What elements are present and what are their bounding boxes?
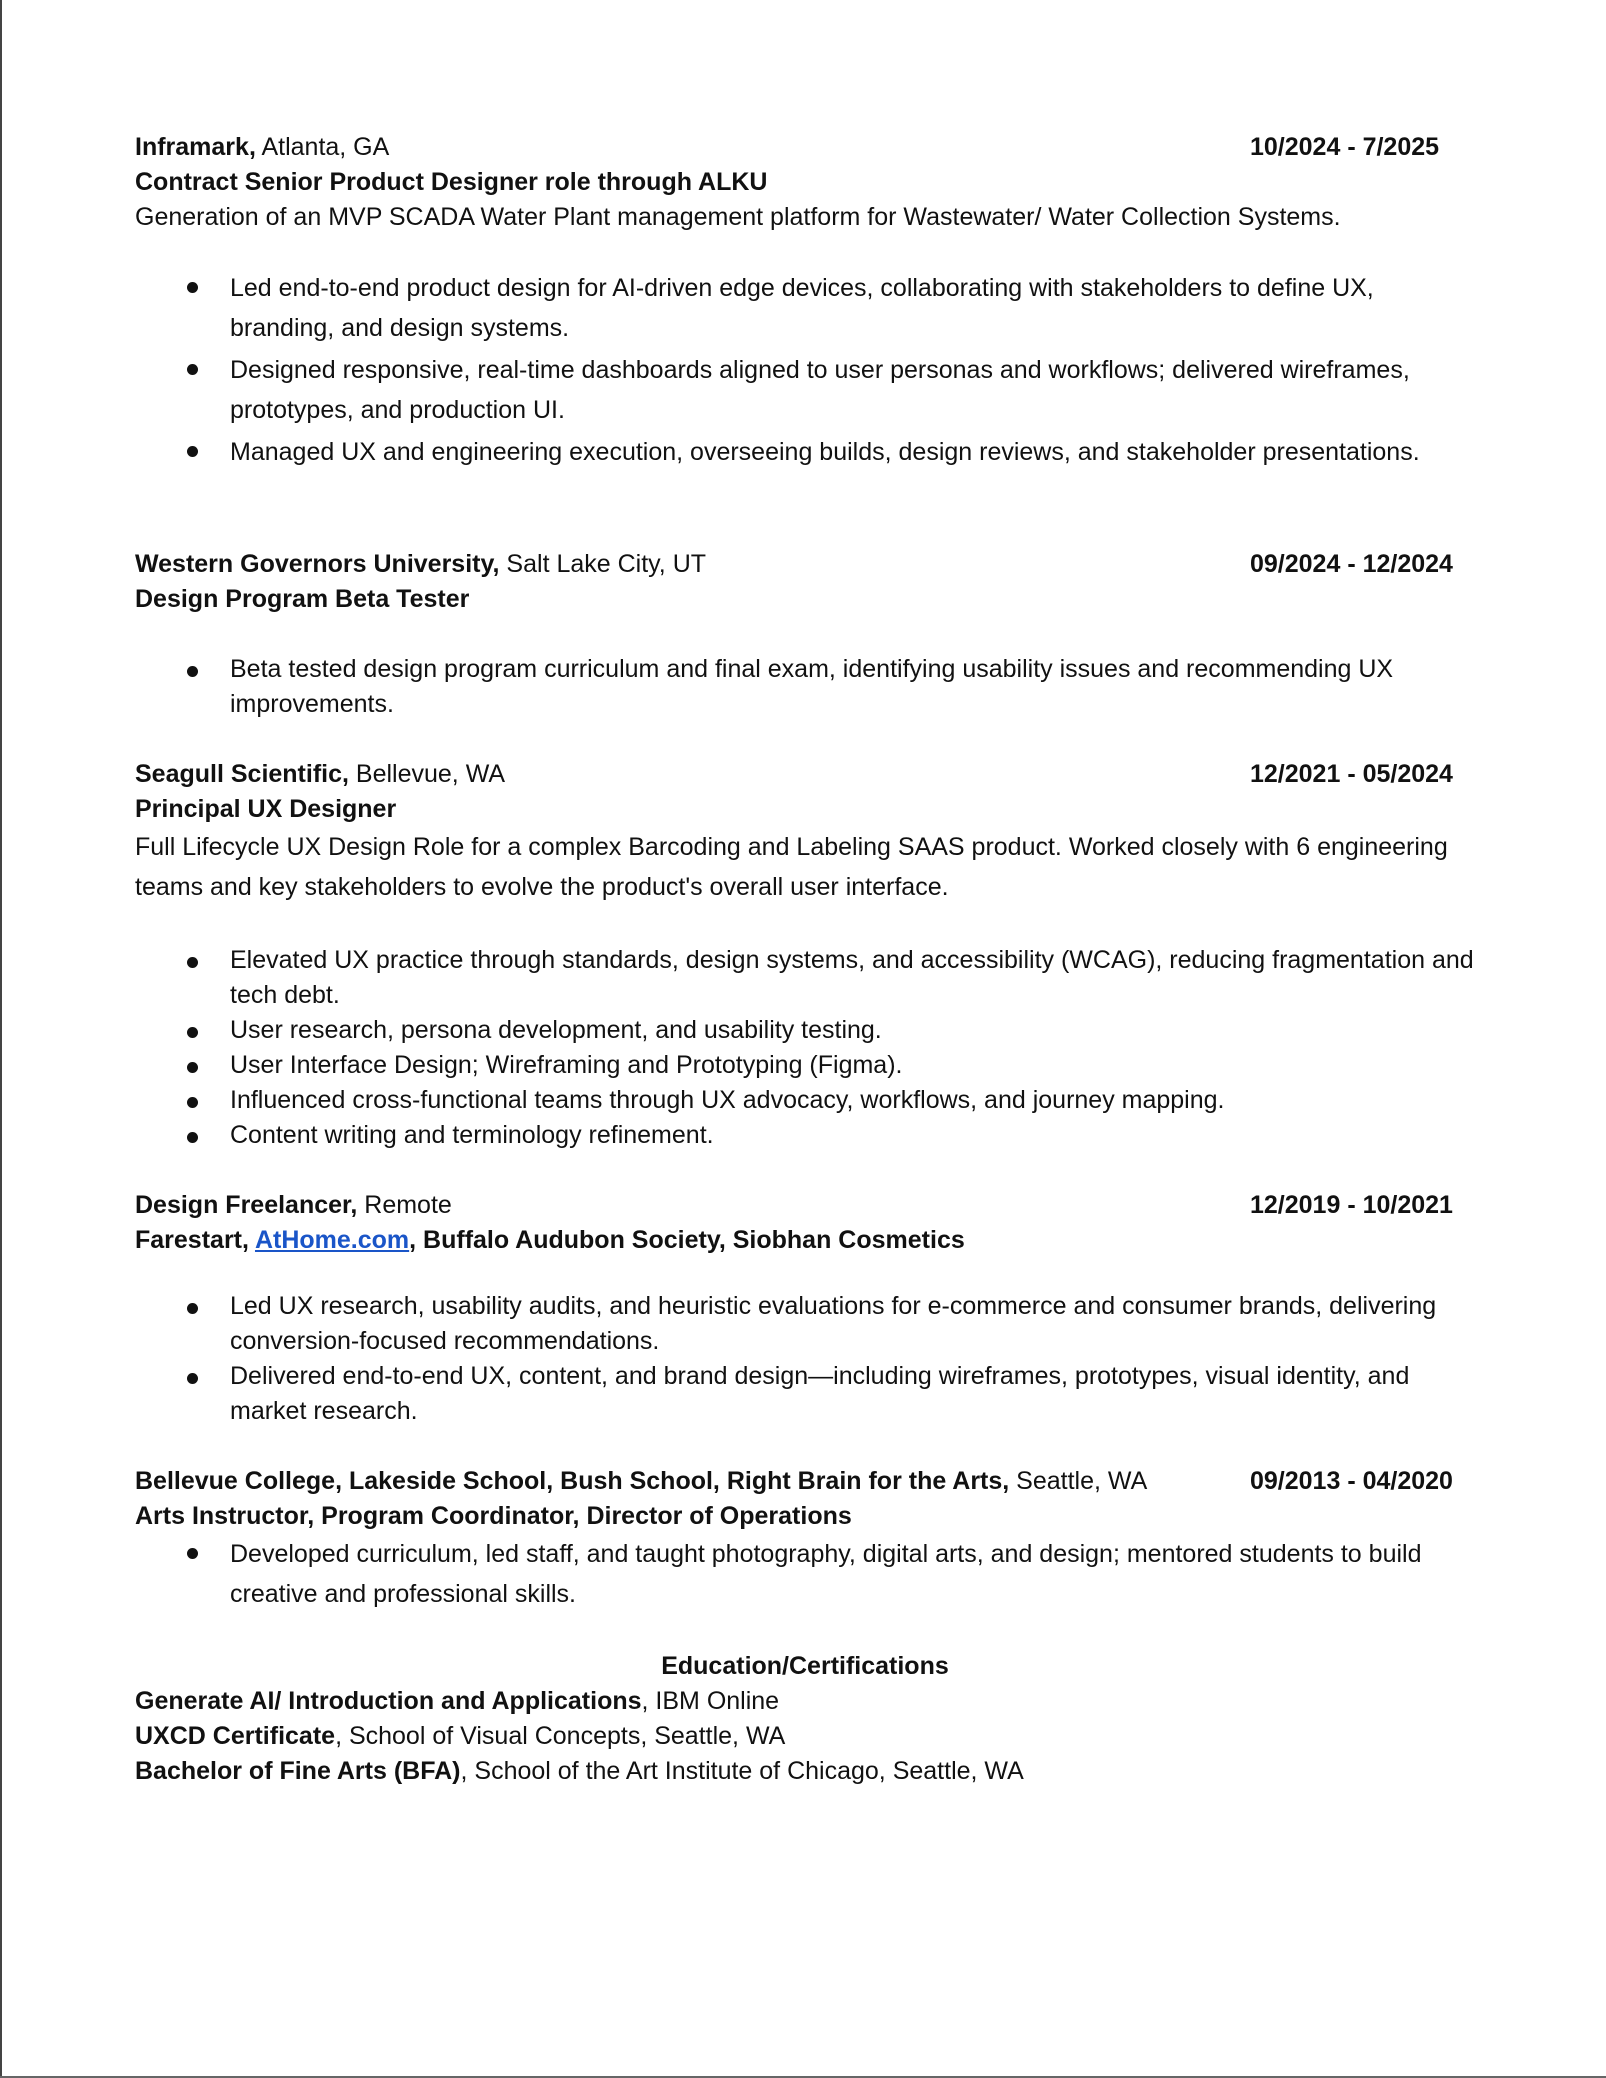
client-list: Farestart, AtHome.com, Buffalo Audubon Society, Siobhan Cosmetics xyxy=(135,1226,965,1254)
job-role: Contract Senior Product Designer role through ALKU xyxy=(135,168,768,196)
list-item: Led end-to-end product design for AI-driven edge devices, collaborating with stakeholders to define UX, branding, and design systems. xyxy=(135,268,1475,348)
job-header xyxy=(135,757,1475,792)
section-heading: Education/Certifications xyxy=(661,1652,949,1680)
job-dates: 10/2024 - 7/2025 xyxy=(1250,133,1440,161)
job-arts-instructor xyxy=(135,1464,1475,1614)
job-bullets xyxy=(135,943,1475,1153)
job-freelancer xyxy=(135,1188,1475,1429)
list-item: Designed responsive, real-time dashboards aligned to user personas and workflows; delivered wireframes, prototypes, and production UI. xyxy=(135,350,1475,430)
job-bullets xyxy=(135,1534,1475,1614)
bullet-icon xyxy=(187,1548,198,1559)
job-wgu xyxy=(135,547,1475,722)
bullet-icon xyxy=(187,666,198,677)
athome-link[interactable]: AtHome.com xyxy=(254,1226,410,1254)
job-inframark xyxy=(135,130,1475,472)
list-item: Managed UX and engineering execution, overseeing builds, design reviews, and stakeholder presentations. xyxy=(135,432,1475,472)
job-dates: 09/2013 - 04/2020 xyxy=(1250,1467,1453,1495)
job-role: Design Program Beta Tester xyxy=(135,585,470,613)
job-description: Generation of an MVP SCADA Water Plant management platform for Wastewater/ Water Collection Systems. xyxy=(135,203,1341,231)
education-section xyxy=(135,1649,1475,1789)
list-item: Delivered end-to-end UX, content, and brand design—including wireframes, prototypes, visual identity, and market research. xyxy=(135,1359,1475,1429)
company-location: Seattle, WA xyxy=(1009,1467,1148,1495)
company-name: Western Governors University, xyxy=(135,550,500,578)
bullet-icon xyxy=(187,1097,198,1108)
job-description: Full Lifecycle UX Design Role for a complex Barcoding and Labeling SAAS product. Worked closely with 6 engineering teams and key stakeholders to evolve the product's overall user interface. xyxy=(135,833,1448,901)
job-bullets xyxy=(135,652,1475,722)
list-item: Beta tested design program curriculum and final exam, identifying usability issues and recommending UX improvements. xyxy=(135,652,1475,722)
company-location: Atlanta, GA xyxy=(255,133,390,161)
education-item: Bachelor of Fine Arts (BFA), School of the Art Institute of Chicago, Seattle, WA xyxy=(135,1757,1024,1785)
company-location: Bellevue, WA xyxy=(348,760,506,788)
list-item: Content writing and terminology refinement. xyxy=(135,1118,1475,1153)
list-item: Elevated UX practice through standards, design systems, and accessibility (WCAG), reducing fragmentation and tech debt. xyxy=(135,943,1475,1013)
bullet-icon xyxy=(187,364,198,375)
job-dates: 12/2021 - 05/2024 xyxy=(1250,760,1453,788)
company-name: Design Freelancer, xyxy=(135,1191,358,1219)
job-header xyxy=(135,547,1475,582)
bullet-icon xyxy=(187,1062,198,1073)
resume-page xyxy=(135,130,1475,1789)
company-location: Remote xyxy=(357,1191,452,1219)
job-dates: 09/2024 - 12/2024 xyxy=(1250,550,1453,578)
bullet-icon xyxy=(187,1303,198,1314)
education-item: Generate AI/ Introduction and Applications, IBM Online xyxy=(135,1687,780,1715)
list-item: Influenced cross-functional teams through UX advocacy, workflows, and journey mapping. xyxy=(135,1083,1475,1118)
bullet-icon xyxy=(187,1132,198,1143)
page-left-border xyxy=(0,0,2,2078)
job-role: Arts Instructor, Program Coordinator, Director of Operations xyxy=(135,1502,852,1530)
education-item: UXCD Certificate, School of Visual Concepts, Seattle, WA xyxy=(135,1722,786,1750)
job-header xyxy=(135,130,1475,165)
list-item: User research, persona development, and usability testing. xyxy=(135,1013,1475,1048)
job-role: Principal UX Designer xyxy=(135,795,397,823)
job-seagull xyxy=(135,757,1475,1153)
job-header xyxy=(135,1188,1475,1223)
company-name: Inframark, xyxy=(135,133,256,161)
bullet-icon xyxy=(187,1373,198,1384)
company-name: Bellevue College, Lakeside School, Bush School, Right Brain for the Arts, xyxy=(135,1467,1010,1495)
bullet-icon xyxy=(187,1027,198,1038)
job-bullets xyxy=(135,268,1475,472)
list-item: Led UX research, usability audits, and heuristic evaluations for e-commerce and consumer brands, delivering conversion-focused recommendations. xyxy=(135,1289,1475,1359)
job-header xyxy=(135,1464,1475,1499)
job-dates: 12/2019 - 10/2021 xyxy=(1250,1191,1453,1219)
list-item: Developed curriculum, led staff, and taught photography, digital arts, and design; mentored students to build creative and professional skills. xyxy=(135,1534,1475,1614)
list-item: User Interface Design; Wireframing and Prototyping (Figma). xyxy=(135,1048,1475,1083)
company-name: Seagull Scientific, xyxy=(135,760,349,788)
bullet-icon xyxy=(187,957,198,968)
bullet-icon xyxy=(187,282,198,293)
job-bullets xyxy=(135,1289,1475,1429)
company-location: Salt Lake City, UT xyxy=(499,550,707,578)
bullet-icon xyxy=(187,446,198,457)
